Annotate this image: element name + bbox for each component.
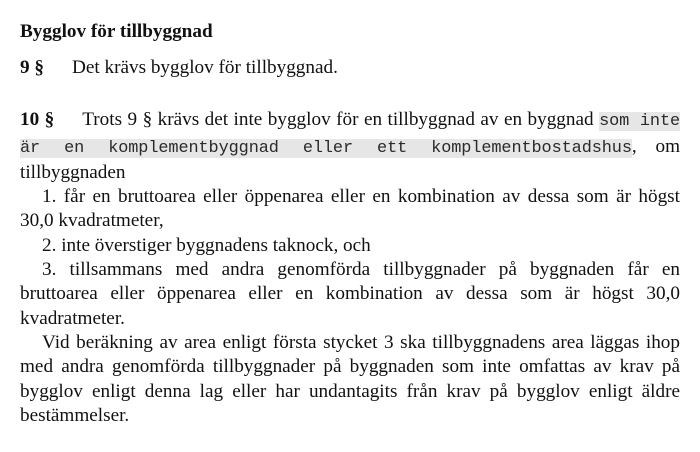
section-9-text: Det krävs bygglov för tillbyggnad. (71, 57, 338, 78)
list-item-3: 3. tillsammans med andra genomförda tillbyggnader på byggnaden får en bruttoarea eller öppenarea eller en kombination av dessa som är högst 30,0 kvadratmeter. (20, 259, 680, 329)
section-heading: Bygglov för tillbyggnad (20, 21, 213, 42)
section-number-9: 9 § (20, 57, 44, 78)
paragraph-section-10 (20, 108, 680, 185)
list-item-1: 1. får en bruttoarea eller öppenarea eller en kombination av dessa som är högst 30,0 kvadratmeter, (20, 186, 680, 232)
section-10-intro-end: , om tillbyggnaden (20, 135, 680, 183)
paragraph-section-9 (20, 56, 680, 80)
document-page (20, 20, 680, 428)
closing-paragraph: Vid beräkning av area enligt första stycket 3 ska tillbyggnadens area läggas ihop med andra genomförda tillbyggnader på byggnaden som inte omfattas av krav på bygglov enligt denna lag eller har undantagits från krav på bygglov enligt äldre bestämmelser. (20, 331, 680, 426)
list-item-2: 2. inte överstiger byggnadens taknock, och (42, 234, 371, 256)
highlighted-text: som inte är en komplementbyggnad eller ett komplementbostadshus (20, 112, 681, 158)
section-number-10: 10 § (20, 109, 55, 131)
section-10-intro: Trots 9 § krävs det inte bygglov för en tillbyggnad av en byggnad (82, 109, 594, 131)
